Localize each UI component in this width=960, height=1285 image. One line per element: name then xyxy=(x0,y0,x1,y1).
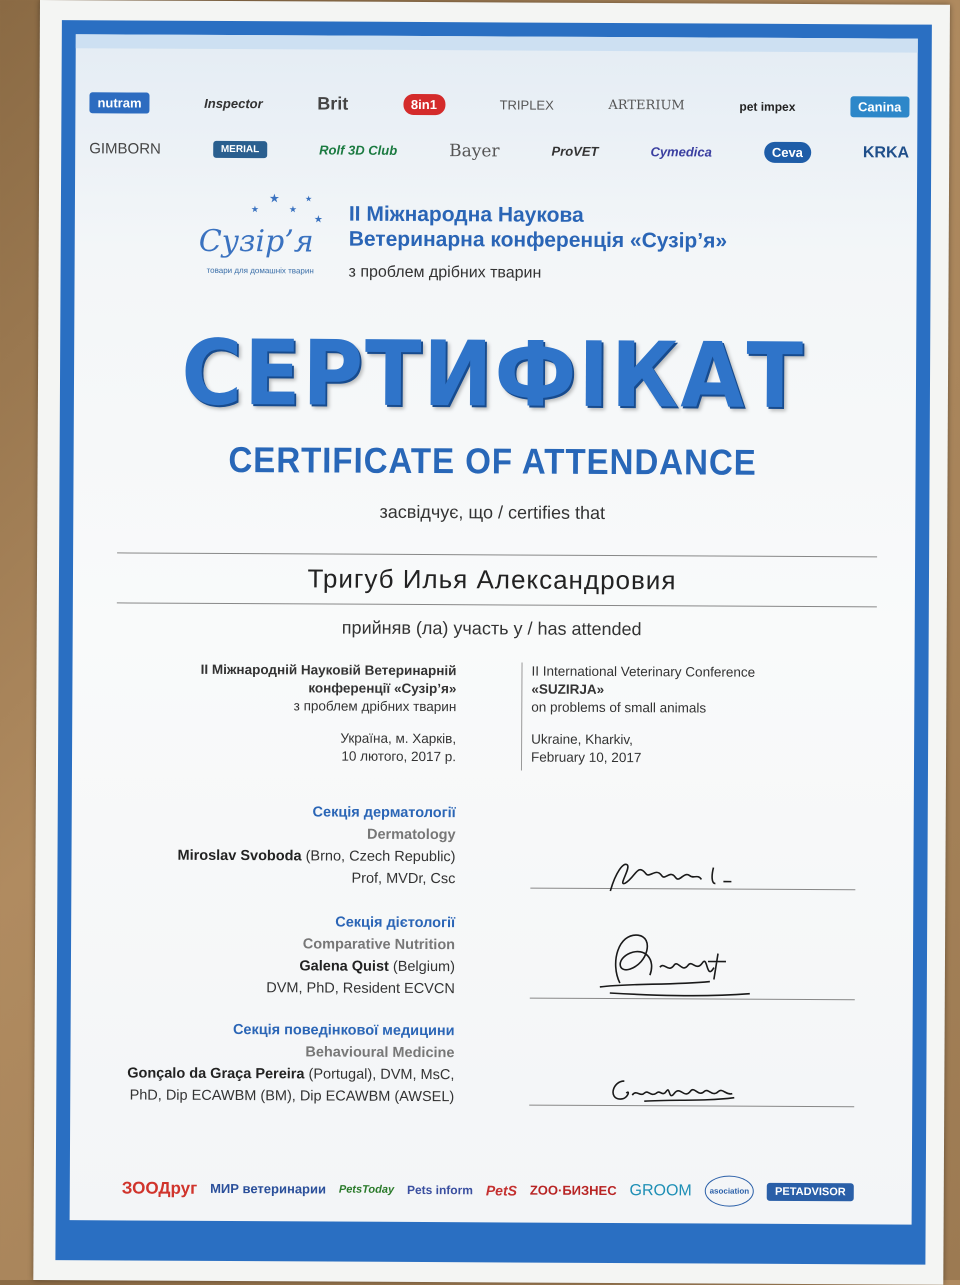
sponsor-logo: ZOO·БИЗНЕС xyxy=(529,1182,617,1199)
section-heading: Секція поведінкової медицини xyxy=(232,1022,455,1040)
sponsor-logo: PetS xyxy=(485,1181,518,1199)
speaker-origin: (Portugal), DVM, MsC, xyxy=(304,1066,455,1084)
sponsor-row-second xyxy=(89,138,909,163)
conference-subtitle: з проблем дрібних тварин xyxy=(348,263,542,282)
star-icon: ★ xyxy=(313,214,323,226)
section-heading: Секція дерматології xyxy=(312,804,456,822)
sponsor-logo: Cymedica xyxy=(650,144,712,160)
speaker-name: Gonçalo da Graça Pereira xyxy=(127,1065,305,1083)
star-icon: ★ xyxy=(288,204,298,215)
speaker-name: Galena Quist xyxy=(299,958,389,975)
section-heading-en: Behavioural Medicine xyxy=(305,1044,455,1062)
sponsor-logo: MERIAL xyxy=(213,141,267,158)
sponsor-logo: ARTERIUM xyxy=(608,97,685,114)
signature-quist xyxy=(590,923,760,1004)
sponsor-logo: GIMBORN xyxy=(89,140,161,158)
sponsor-logo: Ceva xyxy=(764,142,811,163)
star-icon: ★ xyxy=(304,194,313,204)
certifies-text: засвідчує, що / certifies that xyxy=(379,501,606,523)
brand-name: Сузір’я xyxy=(198,223,314,260)
sponsor-logo: PETADVISOR xyxy=(767,1182,854,1200)
place-uk: Україна, м. Харків, xyxy=(340,730,457,747)
conference-title-line2: Ветеринарна конференція «Сузір’я» xyxy=(348,227,728,253)
sponsor-row-top xyxy=(89,92,909,117)
sponsor-logo: Inspector xyxy=(204,95,263,112)
place-date-en xyxy=(531,731,642,768)
brand-subtitle: товари для домашніх тварин xyxy=(206,265,314,276)
place-en: Ukraine, Kharkiv, xyxy=(531,731,633,748)
section-heading-en: Dermatology xyxy=(366,826,456,844)
details-uk-line: ІІ Міжнародній Науковій Ветеринарній xyxy=(200,661,457,679)
speaker-origin: (Belgium) xyxy=(388,958,455,976)
sponsor-logo: asociation xyxy=(705,1175,755,1206)
star-icon: ★ xyxy=(250,204,260,215)
conference-title-line1: ІІ Міжнародна Наукова xyxy=(348,202,584,227)
date-en: February 10, 2017 xyxy=(531,749,642,766)
speaker-name: Miroslav Svoboda xyxy=(177,847,302,865)
speaker-origin: (Brno, Czech Republic) xyxy=(301,848,456,866)
sponsor-logo: GROOM xyxy=(629,1181,692,1199)
speaker-credentials: PhD, Dip ECAWBM (BM), Dip ECAWBM (AWSEL) xyxy=(129,1087,455,1106)
sponsor-logo: KRKA xyxy=(862,143,910,162)
section-behaviour xyxy=(127,1018,455,1108)
signature-svoboda xyxy=(605,853,745,899)
certificate-title: СЕРТИФІКАТ xyxy=(181,320,805,430)
certificate-paper xyxy=(33,0,950,1285)
speaker-credentials: DVM, PhD, Resident ECVCN xyxy=(266,980,455,998)
details-en xyxy=(531,663,755,718)
section-dermatology xyxy=(177,801,455,890)
speaker-credentials: Prof, MVDr, Csc xyxy=(351,870,456,888)
top-stripe xyxy=(76,34,918,52)
conference-title xyxy=(349,202,769,254)
section-heading-en: Comparative Nutrition xyxy=(302,936,456,954)
sponsor-logo: 8in1 xyxy=(403,94,445,115)
sponsor-logo: ЗООДруг xyxy=(121,1177,198,1198)
details-en-line: «SUZIRJA» xyxy=(531,681,605,697)
sponsor-logo: nutram xyxy=(89,92,149,113)
details-en-line: II International Veterinary Conference xyxy=(531,663,756,680)
details-en-line: on problems of small animals xyxy=(531,699,707,716)
sponsor-logo: Canina xyxy=(850,96,909,117)
section-heading: Секція дієтології xyxy=(335,914,456,932)
date-uk: 10 лютого, 2017 р. xyxy=(341,748,457,765)
brand-logo xyxy=(189,186,340,287)
details-uk-line: з проблем дрібних тварин xyxy=(293,698,457,715)
place-date-uk xyxy=(340,730,456,767)
sponsor-logo: pet impex xyxy=(739,99,796,114)
details-uk xyxy=(200,661,456,716)
section-nutrition xyxy=(266,911,455,1000)
sponsor-logo: PetsToday xyxy=(338,1183,395,1196)
sponsor-row-bottom xyxy=(122,1172,854,1207)
sponsor-logo: Rolf 3D Club xyxy=(319,142,398,158)
recipient-name: Тригуб Илья Александровия xyxy=(307,563,677,596)
star-icon: ★ xyxy=(268,191,280,206)
attended-text: прийняв (ла) участь у / has attended xyxy=(341,617,642,640)
signature-pereira xyxy=(604,1071,744,1112)
sponsor-logo: Pets inform xyxy=(406,1182,474,1197)
sponsor-logo: TRIPLEX xyxy=(499,97,554,113)
details-uk-line: конференції «Сузір’я» xyxy=(308,680,457,697)
sponsor-logo: Bayer xyxy=(449,140,500,161)
certificate-subtitle: CERTIFICATE OF ATTENDANCE xyxy=(228,438,757,483)
sponsor-logo: ProVET xyxy=(551,143,599,159)
sponsor-logo: Brit xyxy=(317,93,349,114)
sponsor-logo: МИР ветеринарии xyxy=(210,1180,327,1197)
